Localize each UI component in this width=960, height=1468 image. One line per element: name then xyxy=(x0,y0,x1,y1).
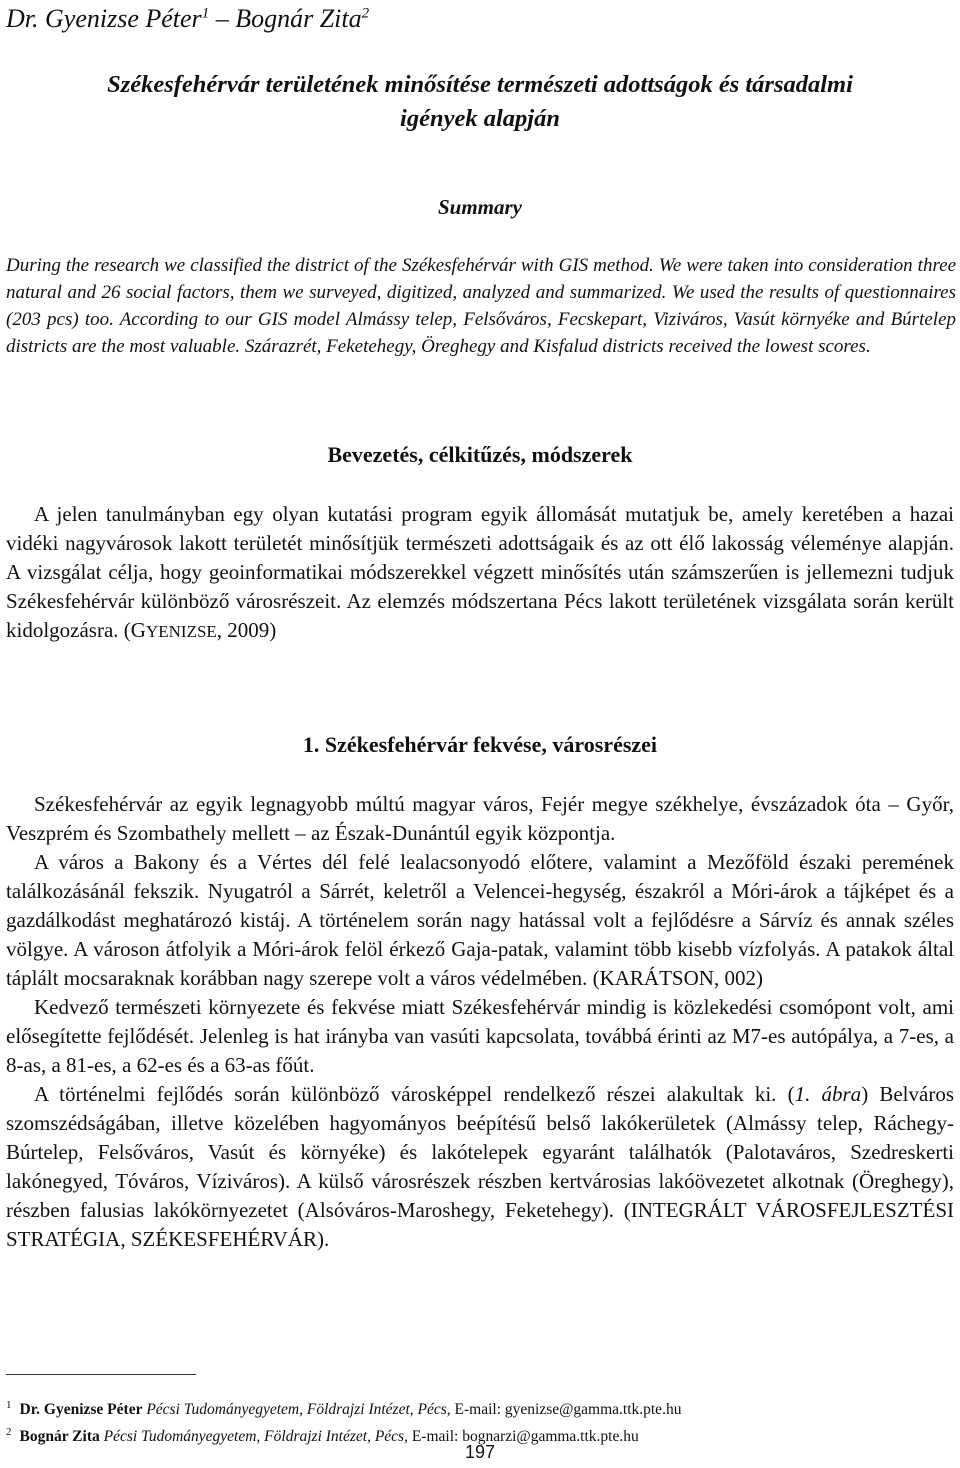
footnote-author: Bognár Zita xyxy=(19,1428,100,1446)
summary-heading: Summary xyxy=(437,195,523,219)
author-2-footnote-marker: 2 xyxy=(361,5,370,22)
section-heading-intro: Bevezetés, célkitűzés, módszerek xyxy=(327,442,633,467)
footnote-number: 2 xyxy=(6,1426,12,1439)
paragraph-text: A jelen tanulmányban egy olyan kutatási program egyik állomását mutatjuk be, amely keretében a hazai vidéki nagyvárosok lakott területét minősítjük természeti adottságaik és az ott élő lakosság véleménye alapján. A vizsgálat célja, hogy geoinformatikai módszerekkel végzett minősítés után számszerűen is jellemezni tudjuk Székesfehérvár különböző városrészeit. Az elemzés módszertana Pécs lakott területének vizsgálata során került kidolgozásra. ( xyxy=(6,502,954,642)
citation-year: , 2009) xyxy=(216,618,277,642)
footnotes xyxy=(6,1394,681,1448)
paragraph-text: ) Belváros szomszédságában, illetve közelében hagyományos beépítésű belső lakókerületek (Almássy telep, Ráchegy-Búrtelep, Felsőváros, Vasút és környéke) és lakótelepek egyaránt találhatók (Palotaváros, Szedreskerti lakónegyed, Tóváros, Víziváros). A külső városrészek részben kertvárosias lakóövezetet alkotnak (Öreghegy), részben falusias lakókörnyezetet (Alsóváros-Maroshegy, Feketehegy). ( xyxy=(6,1082,954,1222)
footnote-divider xyxy=(6,1374,196,1375)
paper-title xyxy=(0,68,960,136)
summary-text: During the research we classified the district of the Székesfehérvár with GIS method. We were taken into consideration three natural and 26 social factors, them we surveyed, digitized, analyzed and summarized. We used the results of questionnaires (203 pcs) too. According to our GIS model Almássy telep, Felsőváros, Fecskepart, Viziváros, Vasút környéke and Búrtelep districts are the most valuable. Szárazrét, Feketehegy, Öreghegy and Kisfalud districts received the lowest scores. xyxy=(6,255,956,357)
author-separator: – xyxy=(215,4,229,33)
figure-reference: 1. ábra xyxy=(794,1082,862,1106)
footnote-number: 1 xyxy=(6,1399,12,1411)
citation-smallcaps: YENIZSE xyxy=(145,622,217,641)
citation-year: , 002) xyxy=(713,966,763,990)
title-line-2: igények alapján xyxy=(400,105,560,132)
paragraph xyxy=(6,1080,954,1254)
author-1-footnote-marker: 1 xyxy=(201,5,210,22)
title-line-1: Székesfehérvár területének minősítése természeti adottságok és társadalmi xyxy=(107,71,853,98)
citation-smallcaps: INTEGRÁLT VÁROSFEJLESZTÉSI STRATÉGIA, SZÉKESFEHÉRVÁR xyxy=(6,1198,954,1251)
paragraph-text: A történelmi fejlődés során különböző városképpel rendelkező részei alakultak ki. ( xyxy=(34,1082,795,1106)
footnote-author: Dr. Gyenizse Péter xyxy=(19,1401,143,1419)
section-heading-location: 1. Székesfehérvár fekvése, városrészei xyxy=(302,732,658,757)
author-2: Bognár Zita xyxy=(235,4,362,33)
footnote-email: E-mail: bognarzi@gamma.ttk.pte.hu xyxy=(411,1428,639,1446)
footnote-institution: Pécsi Tudományegyetem, Földrajzi Intézet, Pécs, xyxy=(146,1401,451,1419)
citation-smallcaps: KARÁTSON xyxy=(599,966,714,990)
section-body-intro xyxy=(6,500,954,646)
citation-end: ). xyxy=(317,1227,330,1251)
footnote-1 xyxy=(6,1394,681,1421)
section-body-location xyxy=(6,790,954,1254)
author-line xyxy=(6,4,369,34)
paragraph xyxy=(6,848,954,993)
author-1: Dr. Gyenizse Péter xyxy=(6,4,202,33)
footnote-email: E-mail: gyenizse@gamma.ttk.pte.hu xyxy=(454,1401,682,1419)
citation-initial: G xyxy=(130,618,146,642)
paragraph: Székesfehérvár az egyik legnagyobb múltú magyar város, Fejér megye székhelye, évszázadok óta – Győr, Veszprém és Szombathely mellett – az Észak-Dunántúl egyik központja. xyxy=(6,792,954,845)
paragraph xyxy=(6,500,954,646)
paragraph-text: A város a Bakony és a Vértes dél felé lealacsonyodó előtere, valamint a Mezőföld északi peremének találkozásánál fekszik. Nyugatról a Sárrét, keletről a Velencei-hegység, északról a Móri-árok a tájképet és a gazdálkodást meghatározó kistáj. A történelem során nagy hatással volt a fejlődésre a Sárvíz és annak széles völgye. A városon átfolyik a Móri-árok felöl érkező Gaja-patak, valamint több kisebb vízfolyás. A patakok által táplált mocsaraknak korábban nagy szerepe volt a város védelmében. ( xyxy=(6,850,954,990)
paragraph: Kedvező természeti környezete és fekvése miatt Székesfehérvár mindig is közlekedési csomópont volt, ami elősegítette fejlődését. Jelenleg is hat irányba van vasúti kapcsolata, továbbá érinti az M7-es autópálya, a 7-es, a 8-as, a 81-es, a 62-es és a 63-as főút. xyxy=(6,995,954,1077)
page-number: 197 xyxy=(464,1442,496,1462)
footnote-institution: Pécsi Tudományegyetem, Földrajzi Intézet, Pécs, xyxy=(103,1428,408,1446)
